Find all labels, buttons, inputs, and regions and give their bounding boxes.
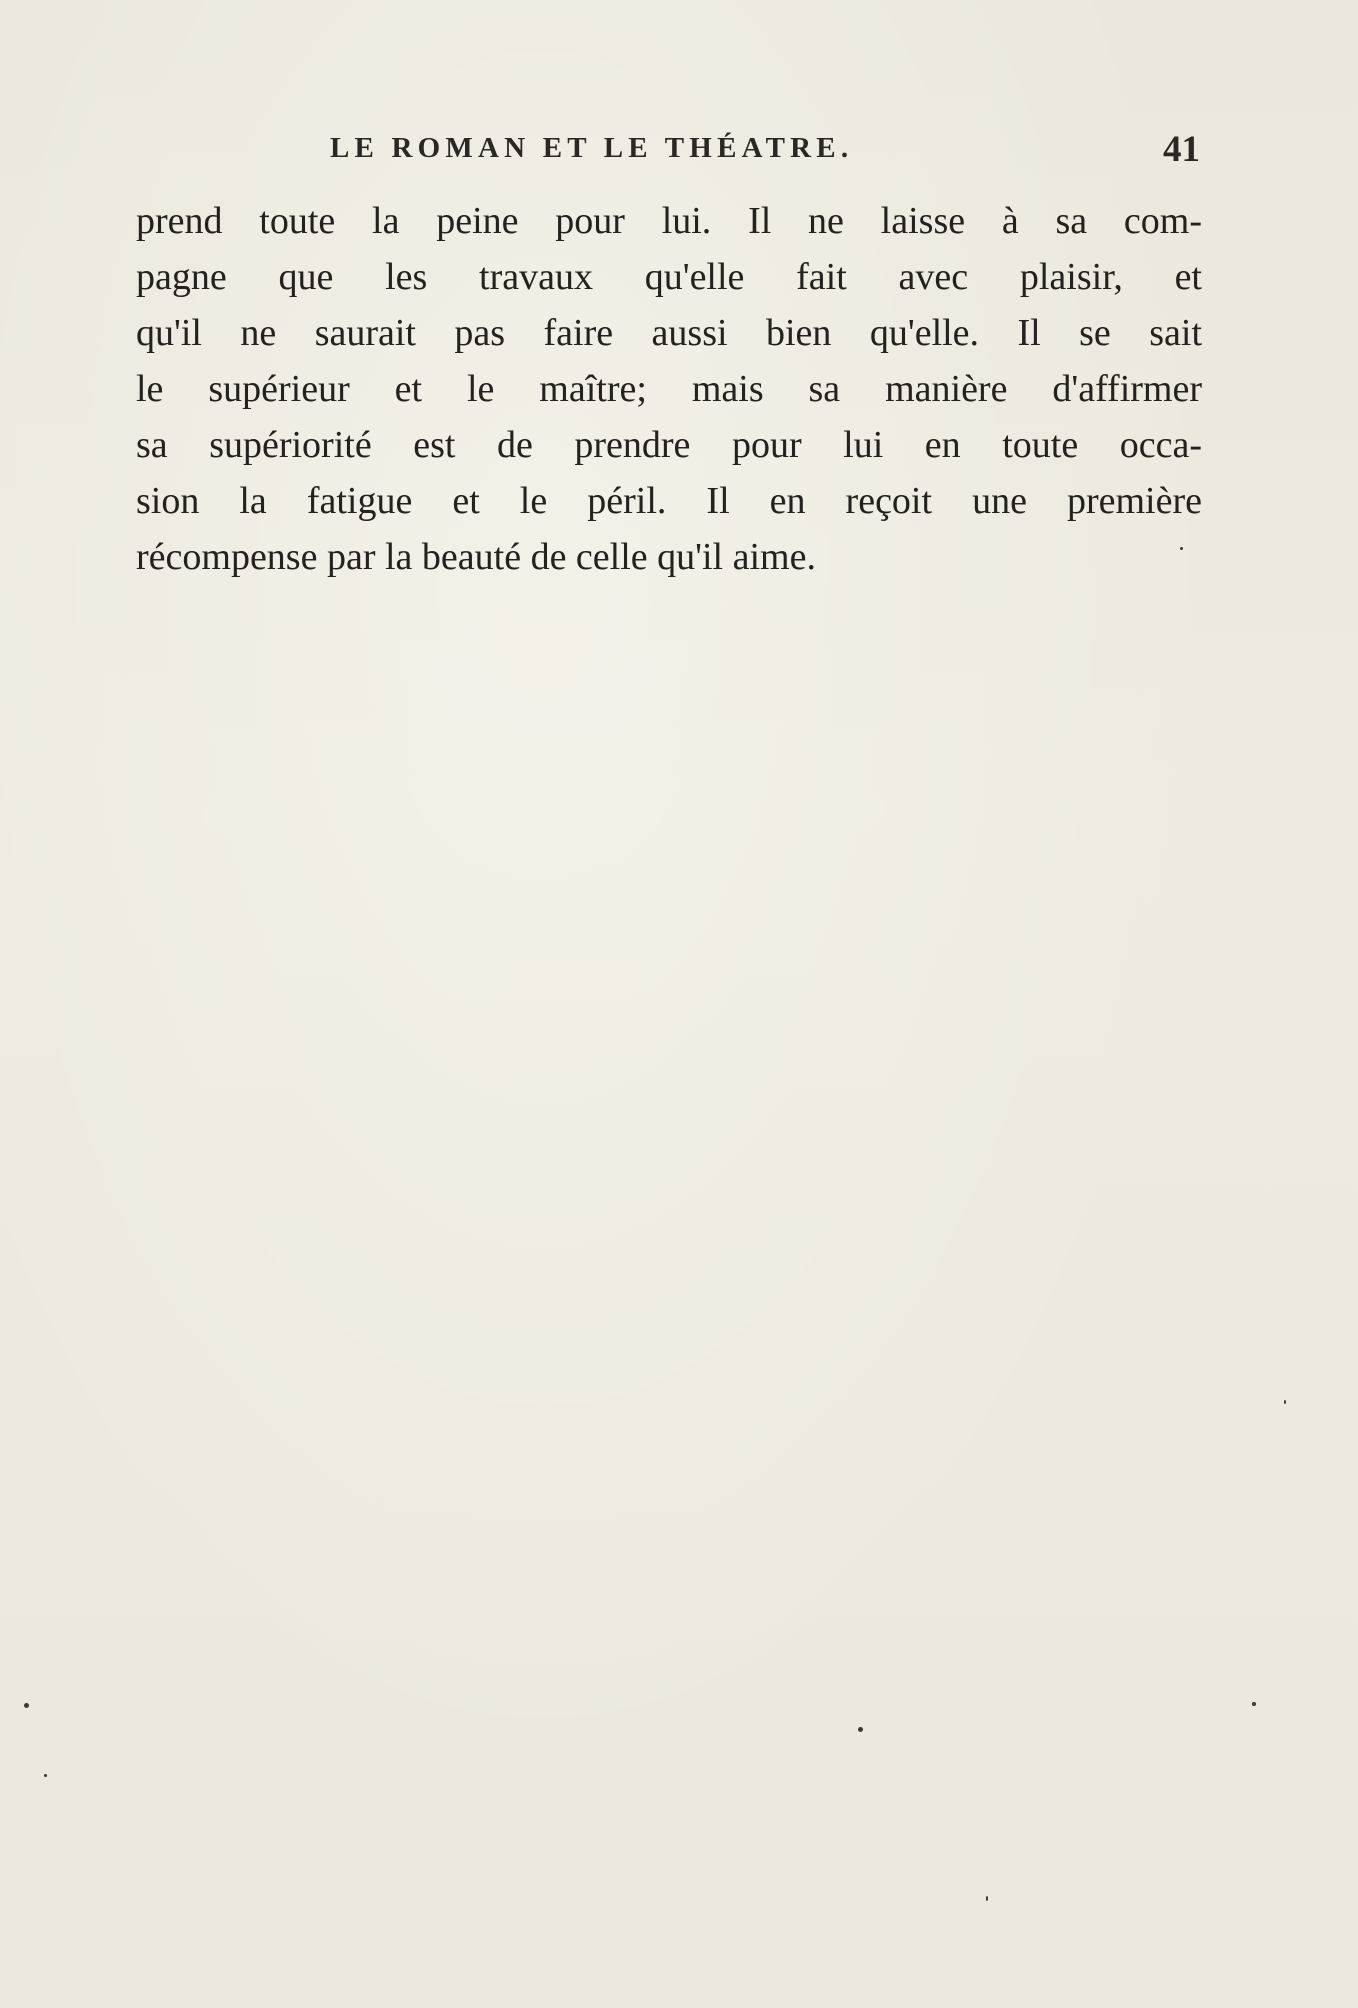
page-number: 41 (1163, 129, 1200, 170)
paper-speck (986, 1896, 988, 1901)
paper-speck (1180, 547, 1183, 550)
text-line: le supérieur et le maître; mais sa manière d'affirmer (136, 368, 1202, 410)
paper-speck (858, 1727, 863, 1732)
text-line: prend toute la peine pour lui. Il ne laisse à sa com- (136, 200, 1202, 242)
running-head (330, 129, 1200, 172)
paper-speck (1252, 1702, 1256, 1706)
text-line: qu'il ne saurait pas faire aussi bien qu'elle. Il se sait (136, 312, 1202, 354)
text-line: pagne que les travaux qu'elle fait avec plaisir, et (136, 256, 1202, 298)
paper-speck (44, 1774, 47, 1777)
paper-speck (1284, 1400, 1286, 1404)
text-line: sion la fatigue et le péril. Il en reçoit une première (136, 480, 1202, 522)
body-paragraph (136, 193, 1202, 585)
text-line: sa supériorité est de prendre pour lui en toute occa- (136, 424, 1202, 466)
running-title: LE ROMAN ET LE THÉATRE. (330, 132, 854, 164)
text-line: récompense par la beauté de celle qu'il aime. (136, 536, 816, 578)
paper-speck (24, 1703, 29, 1708)
